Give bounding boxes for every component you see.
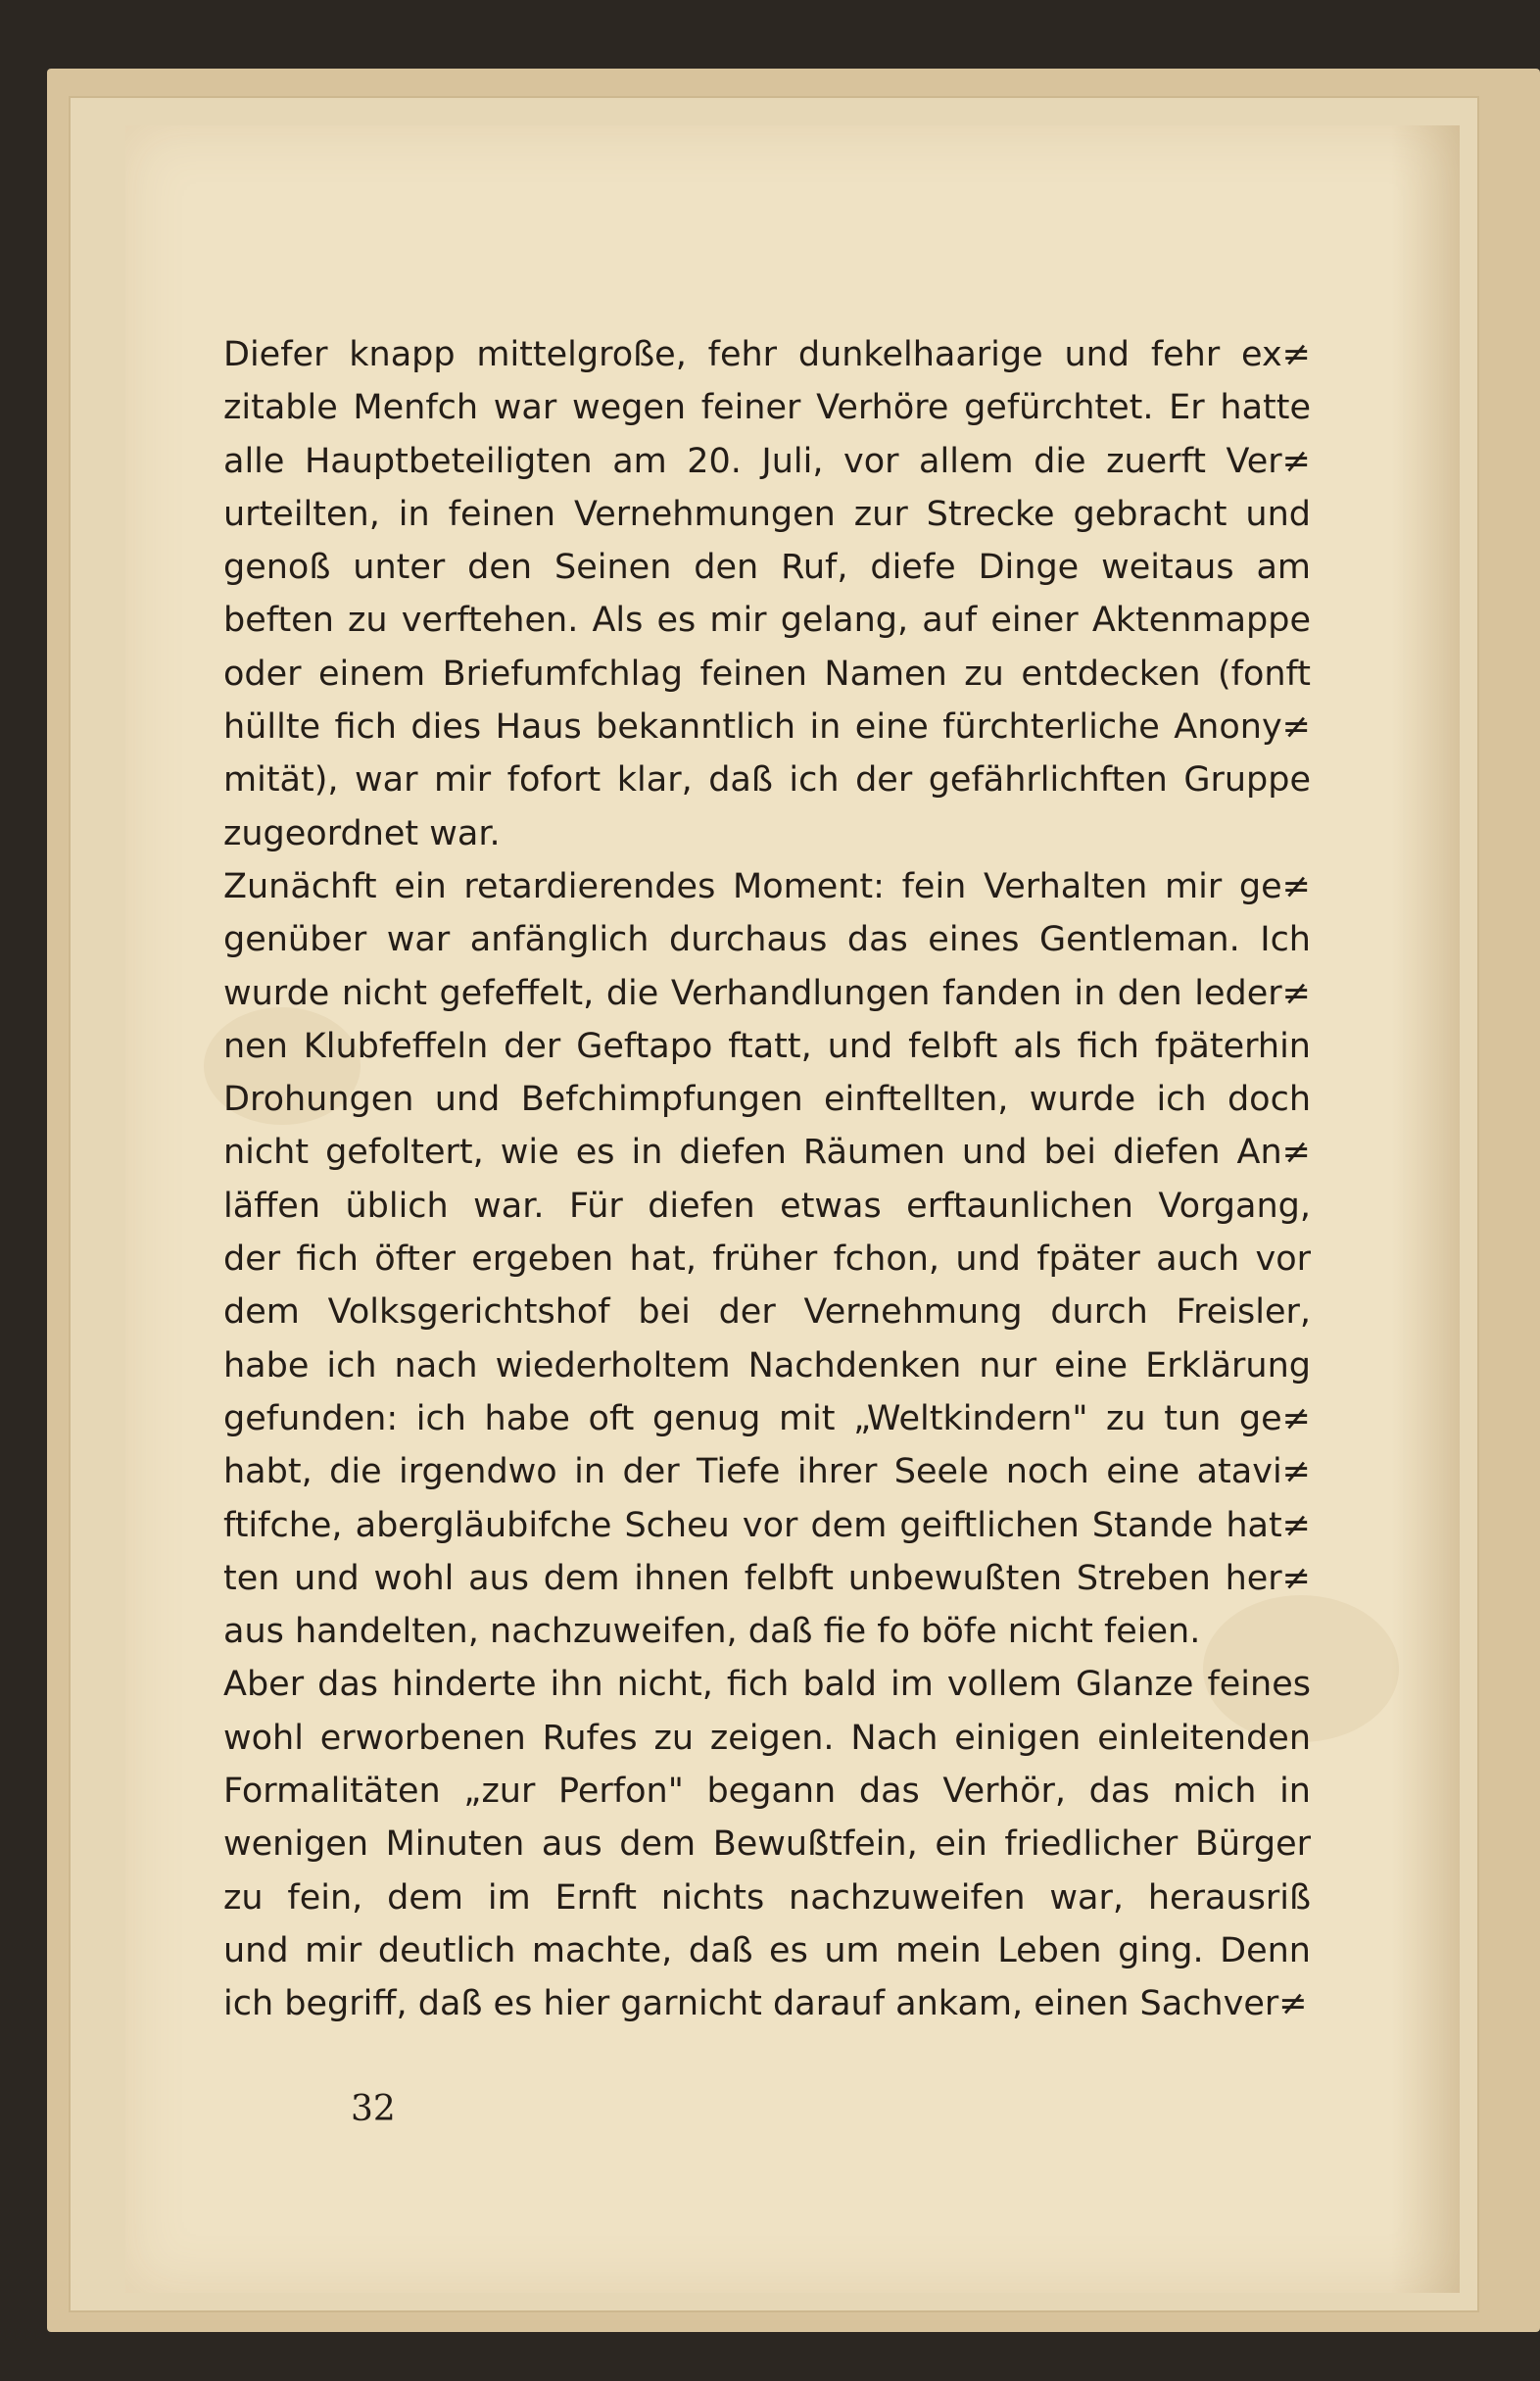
text-line: alle Hauptbeteiligten am 20. Juli, vor allem die zuerft Ver≠ <box>223 441 1311 481</box>
text-line: zu fein, dem im Ernft nichts nachzuweifen war, herausriß <box>223 1877 1311 1918</box>
page-number: 32 <box>351 2089 396 2129</box>
text-line: und mir deutlich machte, daß es um mein Leben ging. Denn <box>223 1930 1311 1970</box>
text-line: gefunden: ich habe oft genug mit „Weltkindern" zu tun ge≠ <box>223 1398 1311 1438</box>
text-line: beften zu verftehen. Als es mir gelang, auf einer Aktenmappe <box>223 601 1311 641</box>
text-line: habt, die irgendwo in der Tiefe ihrer Seele noch eine atavi≠ <box>223 1452 1311 1492</box>
text-line: Diefer knapp mittelgroße, fehr dunkelhaarige und fehr ex≠ <box>223 335 1311 374</box>
text-line: wurde nicht gefeffelt, die Verhandlungen fanden in den leder≠ <box>223 973 1311 1013</box>
text-line: nen Klubfeffeln der Geftapo ftatt, und felbft als fich fpäterhin <box>223 1026 1311 1066</box>
text-line: wenigen Minuten aus dem Bewußtfein, ein friedlicher Bürger <box>223 1824 1311 1865</box>
text-line: oder einem Briefumfchlag feinen Namen zu entdecken (fonft <box>223 654 1311 694</box>
text-line: ftifche, abergläubifche Scheu vor dem geiftlichen Stande hat≠ <box>223 1505 1311 1545</box>
text-line: aus handelten, nachzuweifen, daß fie fo böfe nicht feien. <box>223 1612 1201 1652</box>
text-line: Aber das hinderte ihn nicht, fich bald im vollem Glanze feines <box>223 1665 1311 1705</box>
text-line: zugeordnet war. <box>223 813 501 853</box>
paragraph <box>223 328 1311 860</box>
text-line: ich begriff, daß es hier garnicht darauf ankam, einen Sachver≠ <box>223 1984 1308 2024</box>
text-line: habe ich nach wiederholtem Nachdenken nur eine Erklärung <box>223 1345 1311 1385</box>
text-line: dem Volksgerichtshof bei der Vernehmung durch Freisler, <box>223 1292 1311 1333</box>
text-line: genüber war anfänglich durchaus das eines Gentleman. Ich <box>223 920 1311 960</box>
text-line: der fich öfter ergeben hat, früher fchon, und fpäter auch vor <box>223 1239 1311 1280</box>
text-line: hüllte fich dies Haus bekanntlich in eine fürchterliche Anony≠ <box>223 707 1311 748</box>
text-line: nicht gefoltert, wie es in diefen Räumen und bei diefen An≠ <box>223 1133 1311 1173</box>
text-line: läffen üblich war. Für diefen etwas erftaunlichen Vorgang, <box>223 1186 1311 1226</box>
text-line: urteilten, in feinen Vernehmungen zur Strecke gebracht und <box>223 494 1311 534</box>
text-line: Formalitäten „zur Perfon" begann das Verhör, das mich in <box>223 1772 1311 1812</box>
page-gutter-shadow <box>1391 125 1460 2293</box>
text-line: Zunächft ein retardierendes Moment: fein Verhalten mir ge≠ <box>223 866 1311 906</box>
text-line: mität), war mir fofort klar, daß ich der gefährlichften Gruppe <box>223 760 1311 801</box>
paragraph <box>223 860 1311 1658</box>
paragraph <box>223 1658 1311 2030</box>
text-line: genoß unter den Seinen den Ruf, diefe Dinge weitaus am <box>223 548 1311 588</box>
text-line: zitable Menfch war wegen feiner Verhöre gefürchtet. Er hatte <box>223 388 1311 428</box>
text-line: wohl erworbenen Rufes zu zeigen. Nach einigen einleitenden <box>223 1718 1311 1758</box>
text-line: ten und wohl aus dem ihnen felbft unbewußten Streben her≠ <box>223 1558 1311 1598</box>
body-text <box>223 328 1311 2031</box>
text-line: Drohungen und Befchimpfungen einftellten, wurde ich doch <box>223 1080 1311 1120</box>
